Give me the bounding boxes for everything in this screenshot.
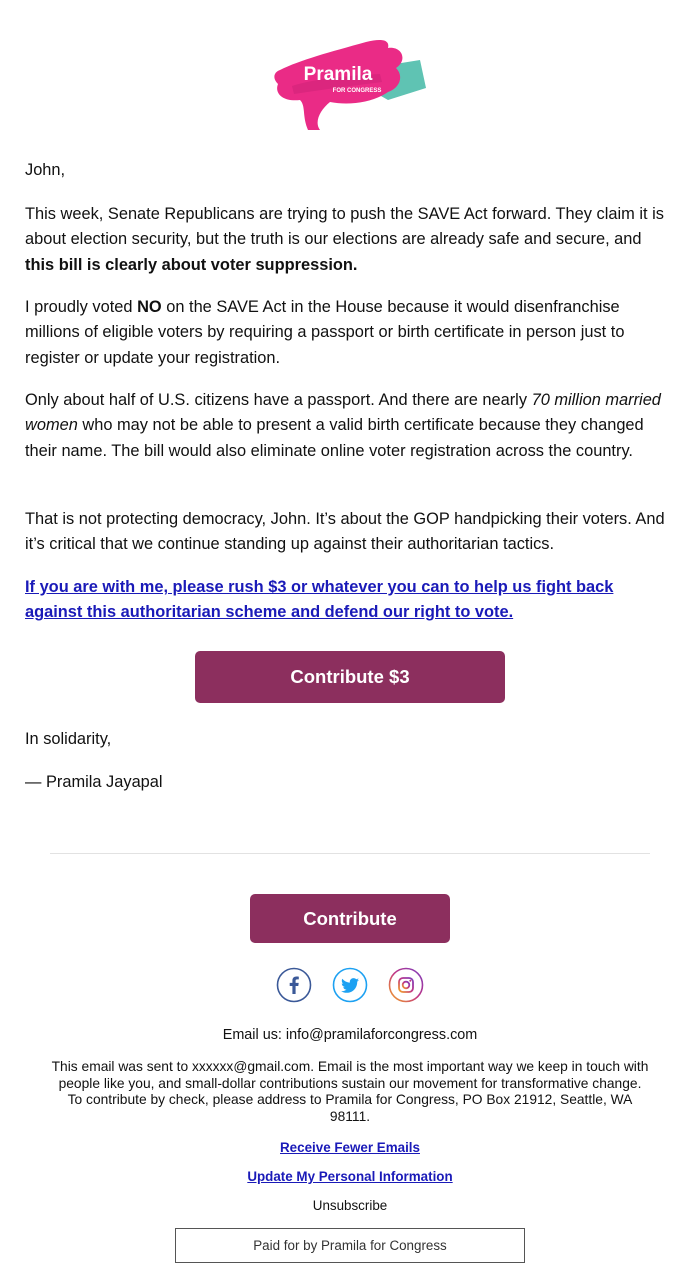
paid-for-disclaimer: Paid for by Pramila for Congress <box>175 1228 525 1263</box>
paragraph-3 <box>25 388 675 464</box>
logo-name: Pramila <box>303 64 373 85</box>
paragraph-2 <box>25 295 675 371</box>
closing: In solidarity, <box>25 730 112 748</box>
receive-fewer-emails-row <box>50 1140 650 1157</box>
paragraph-3-text-b: who may not be able to present a valid birth certificate because they changed their name. The bill would also eliminate online voter registration across the country. <box>25 416 644 460</box>
unsubscribe-link[interactable]: Unsubscribe <box>312 1198 388 1213</box>
update-info-row <box>50 1169 650 1186</box>
update-info-link[interactable]: Update My Personal Information <box>247 1169 453 1184</box>
legal-disclaimer: This email was sent to xxxxxx@gmail.com. Email is the most important way we keep in touch with people like you, and small-dollar contributions sustain our movement for transformative change. To contribute by check, please address to Pramila for Congress, PO Box 21912, Seattle, WA 98111. <box>51 1059 649 1124</box>
footer-contribute-button[interactable]: Contribute <box>250 894 450 943</box>
contact-email: Email us: info@pramilaforcongress.com <box>222 1027 478 1043</box>
paragraph-3-text-a: Only about half of U.S. citizens have a passport. And there are nearly <box>25 391 532 409</box>
paragraph-1-emphasis: this bill is clearly about voter suppression. <box>25 255 358 274</box>
receive-fewer-emails-link[interactable]: Receive Fewer Emails <box>280 1140 420 1155</box>
signature: — Pramila Jayapal <box>25 773 163 791</box>
paragraph-1-text: This week, Senate Republicans are trying to push the SAVE Act forward. They claim it is about election security, but the truth is our elections are already safe and secure, and <box>25 205 664 249</box>
paint-stroke-logo-icon <box>270 30 430 134</box>
facebook-icon[interactable] <box>276 967 312 1003</box>
donate-link-block <box>25 575 675 626</box>
contribute-3-button[interactable]: Contribute $3 <box>195 651 505 703</box>
greeting: John, <box>25 161 66 179</box>
paragraph-2-emphasis: NO <box>137 298 162 316</box>
paragraph-3-italic: 70 million married women <box>25 391 661 435</box>
footer-divider <box>50 853 650 854</box>
twitter-icon[interactable] <box>332 967 368 1003</box>
logo-tagline: FOR CONGRESS <box>332 88 382 94</box>
paragraph-2-text-b: on the SAVE Act in the House because it would disenfranchise millions of eligible voters by requiring a passport or birth certificate in person just to register or update your registration. <box>25 298 625 367</box>
instagram-icon[interactable] <box>388 967 424 1003</box>
campaign-logo <box>270 30 430 134</box>
donate-link[interactable]: If you are with me, please rush $3 or whatever you can to help us fight back against this authoritarian scheme and defend our right to vote. <box>25 578 614 622</box>
paragraph-4: That is not protecting democracy, John. It’s about the GOP handpicking their voters. And it’s critical that we continue standing up against their authoritarian tactics. <box>25 510 665 554</box>
paragraph-2-text-a: I proudly voted <box>25 298 138 316</box>
paragraph-1 <box>25 202 675 278</box>
